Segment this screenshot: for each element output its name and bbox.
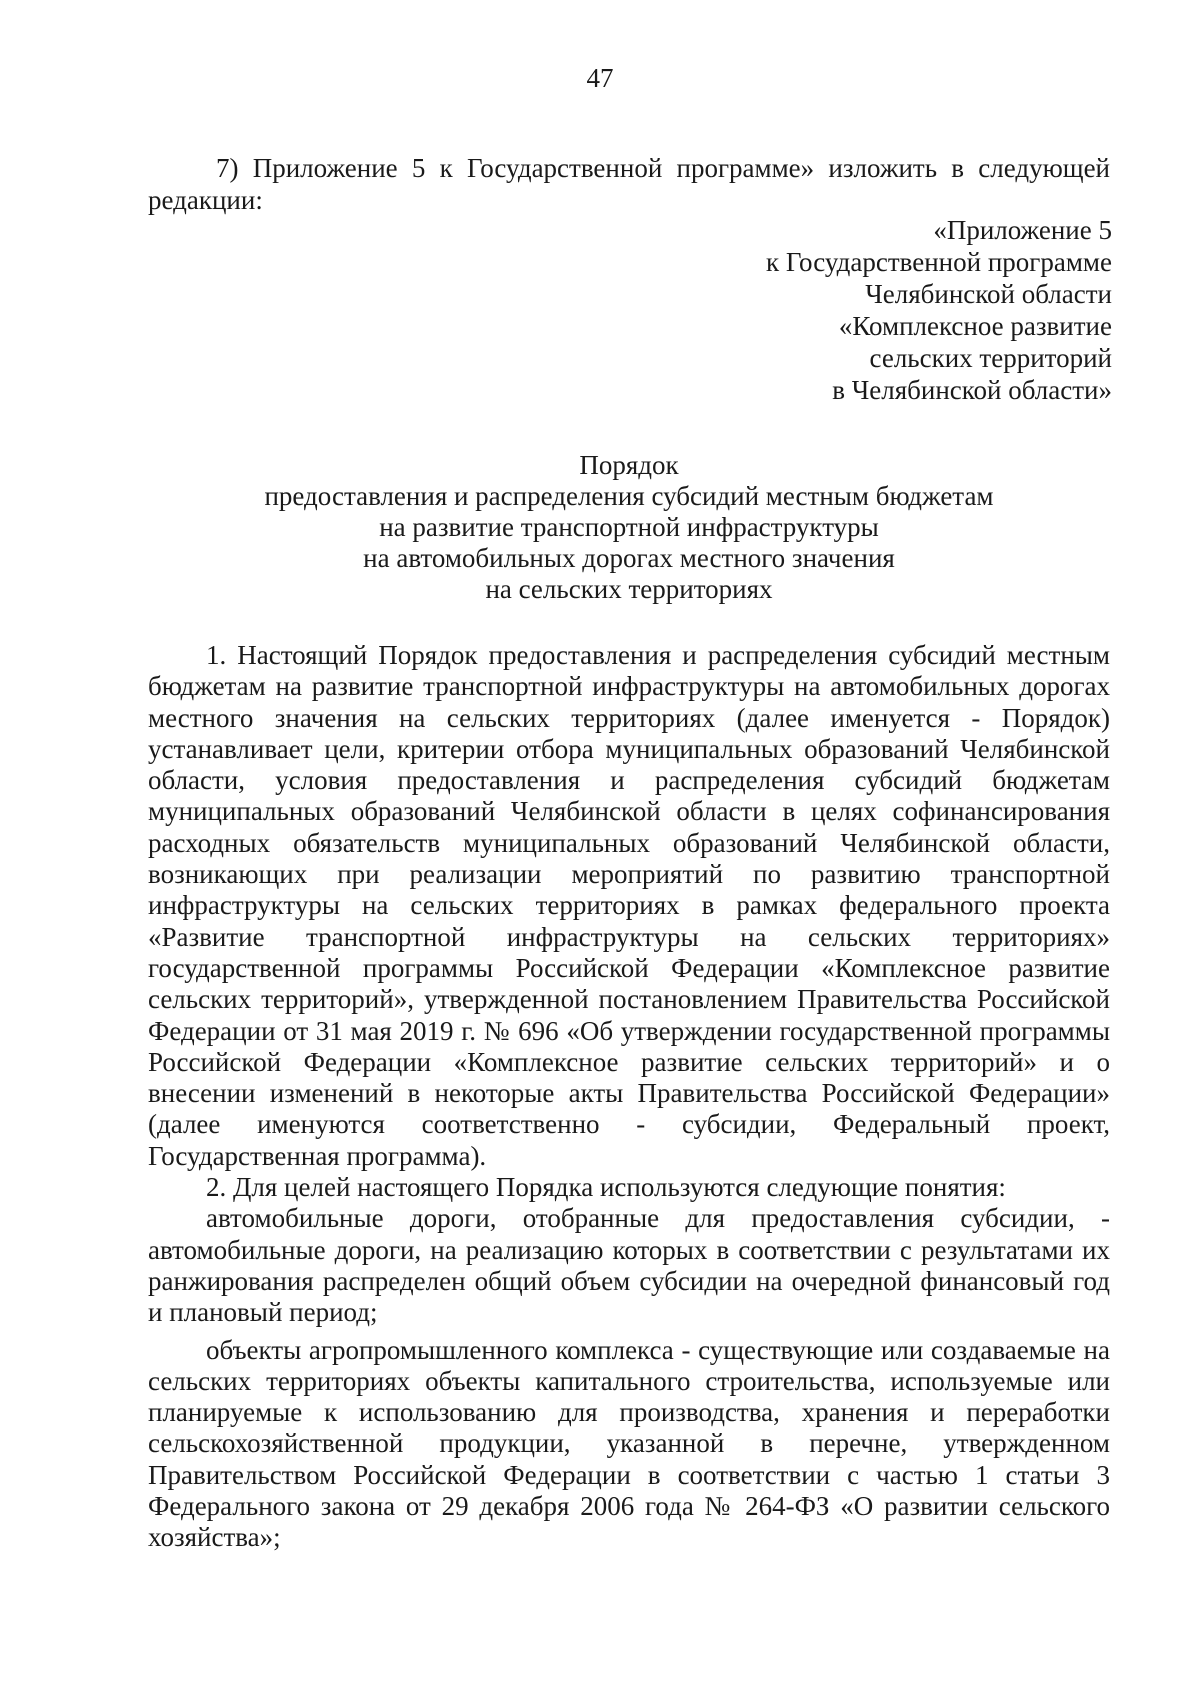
heading-line: на развитие транспортной инфраструктуры <box>379 512 879 542</box>
appendix-line: к Государственной программе <box>765 247 1112 277</box>
paragraph-4: объекты агропромышленного комплекса - существующие или создаваемые на сельских территориях объекты капитального строительства, используемые или планируемые к использованию для производства, хранения и переработки сельскохозяйственной продукции, указанной в перечне, утвержденном Правительством Российской Федерации в соответствии с частью 1 статьи 3 Федерального закона от 29 декабря 2006 года № 264-ФЗ «О развитии сельского хозяйства»; <box>148 1334 1110 1553</box>
document-body <box>148 640 1110 1554</box>
appendix-line: сельских территорий <box>869 343 1112 373</box>
paragraph-2: 2. Для целей настоящего Порядка используются следующие понятия: <box>206 1172 1006 1203</box>
heading-line: на автомобильных дорогах местного значения <box>363 543 895 573</box>
appendix-header <box>512 214 1112 406</box>
document-heading <box>148 450 1110 605</box>
heading-line: Порядок <box>579 450 679 480</box>
appendix-line: Челябинской области <box>865 279 1112 309</box>
paragraph-3: автомобильные дороги, отобранные для предоставления субсидии, - автомобильные дороги, на реализацию которых в соответствии с результатами их ранжирования распределен общий объем субсидии на очередной финансовый год и плановый период; <box>148 1203 1110 1328</box>
intro-text: 7) Приложение 5 к Государственной программе» изложить в следующей редакции: <box>148 153 1110 215</box>
appendix-line: «Приложение 5 <box>933 215 1112 245</box>
page-number: 47 <box>586 63 614 93</box>
paragraph-1: 1. Настоящий Порядок предоставления и распределения субсидий местным бюджетам на развитие транспортной инфраструктуры на автомобильных дорогах местного значения на сельских территориях (далее именуется - Порядок) устанавливает цели, критерии отбора муниципальных образований Челябинской области, условия предоставления и распределения субсидий бюджетам муниципальных образований Челябинской области в целях софинансирования расходных обязательств муниципальных образований Челябинской области, возникающих при реализации мероприятий по развитию транспортной инфраструктуры на сельских территориях в рамках федерального проекта «Развитие транспортной инфраструктуры на сельских территориях» государственной программы Российской Федерации «Комплексное развитие сельских территорий», утвержденной постановлением Правительства Российской Федерации от 31 мая 2019 г. № 696 «Об утверждении государственной программы Российской Федерации «Комплексное развитие сельских территорий» и о внесении изменений в некоторые акты Правительства Российской Федерации» (далее именуются соответственно - субсидии, Федеральный проект, Государственная программа). <box>148 640 1110 1171</box>
heading-line: на сельских территориях <box>485 574 773 604</box>
heading-line: предоставления и распределения субсидий местным бюджетам <box>264 481 994 511</box>
intro-paragraph <box>148 152 1110 216</box>
appendix-line: в Челябинской области» <box>832 375 1112 405</box>
appendix-line: «Комплексное развитие <box>838 311 1112 341</box>
